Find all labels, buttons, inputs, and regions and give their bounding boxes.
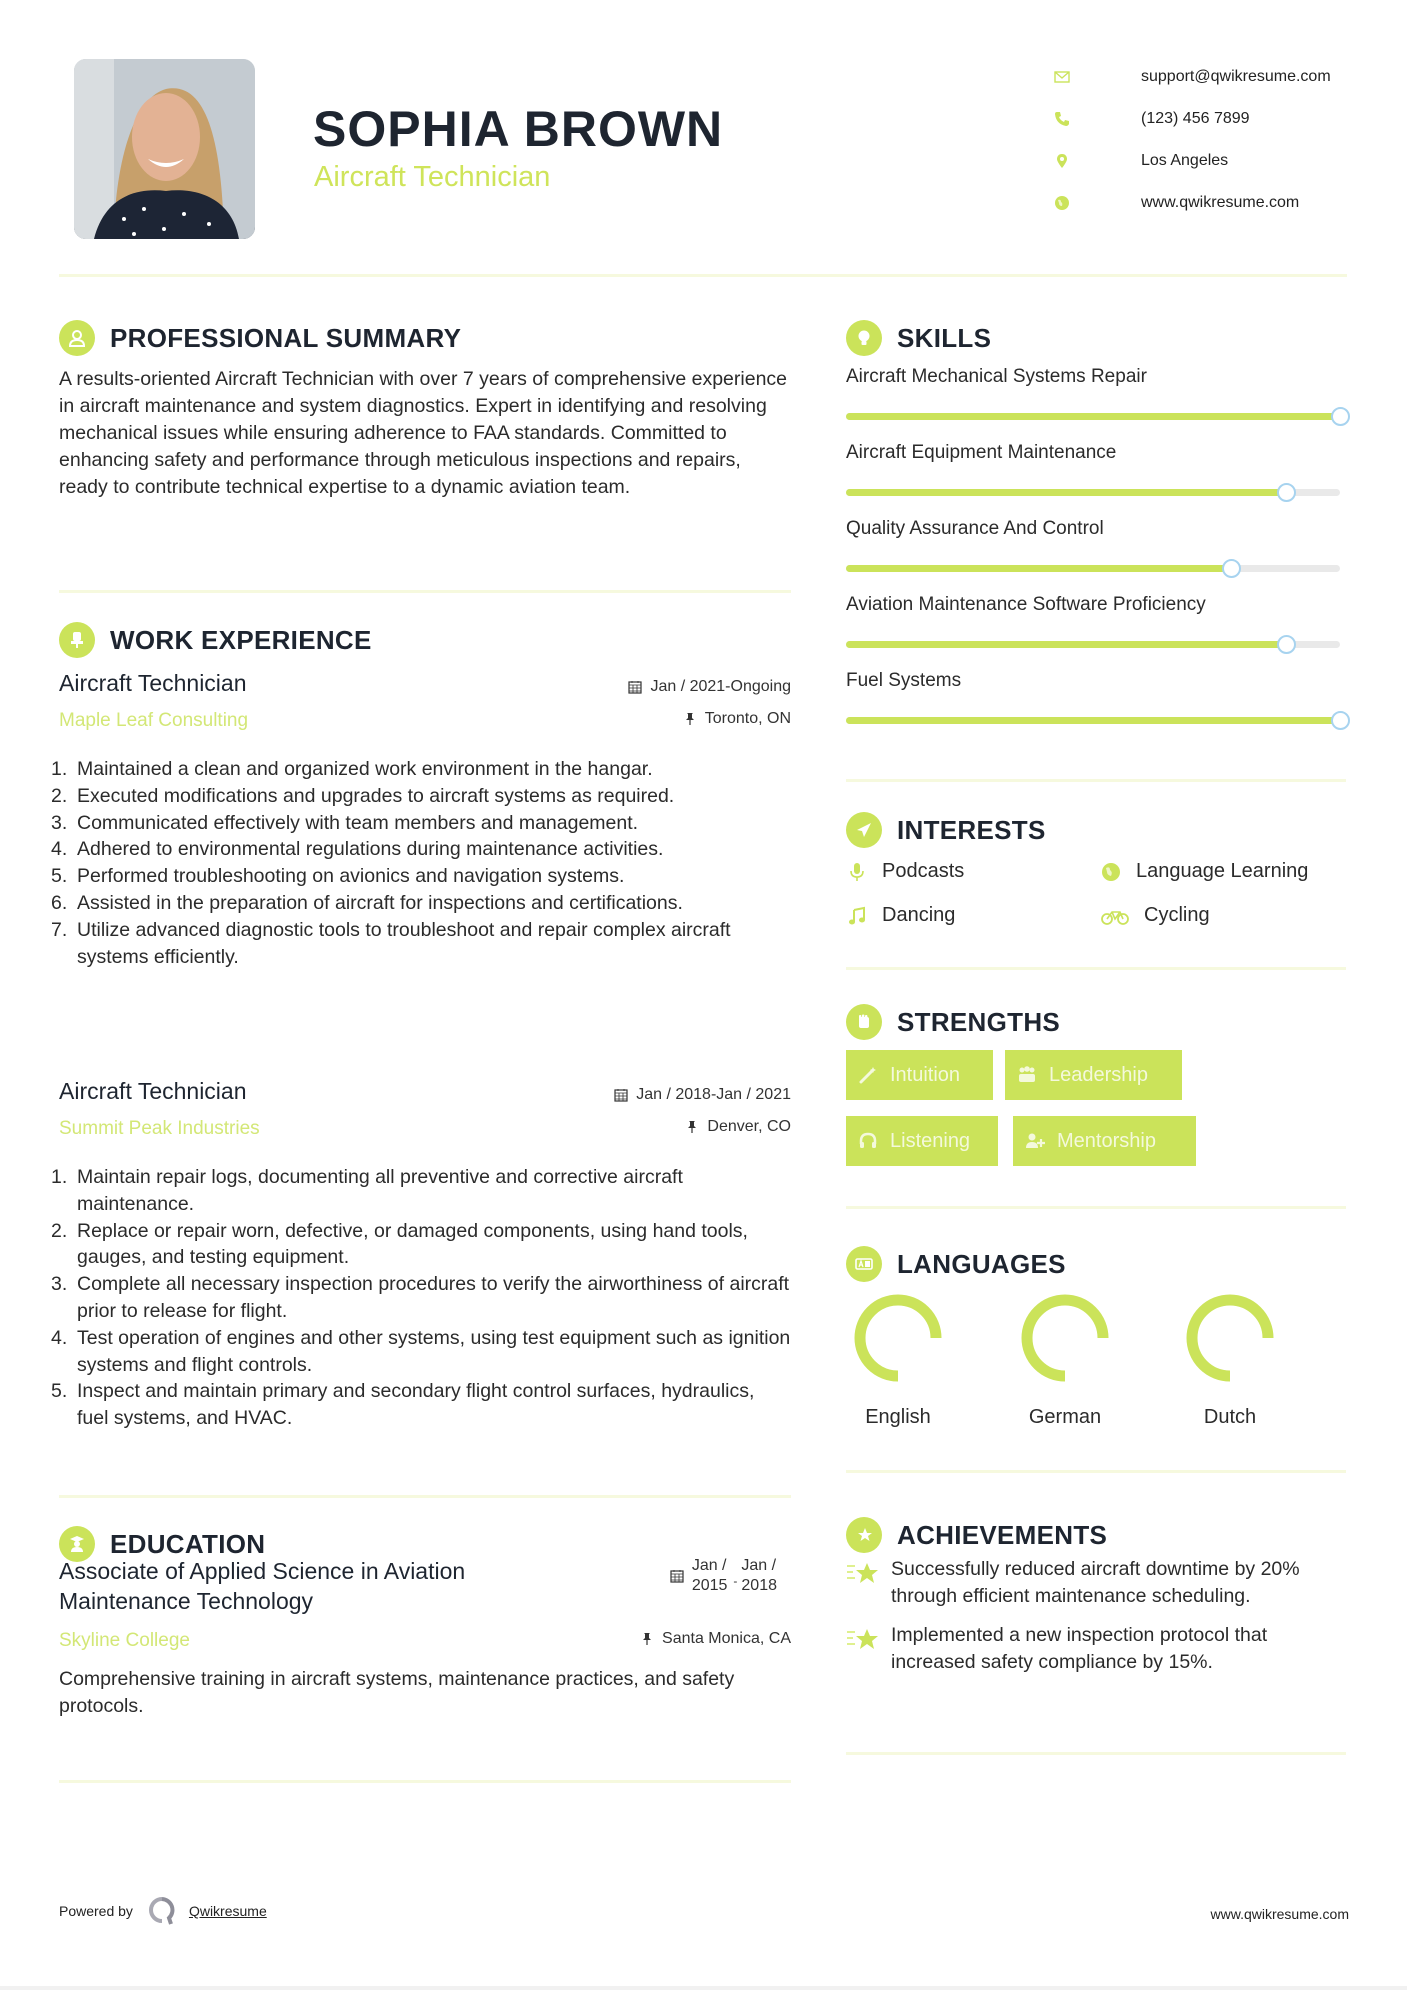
job-bullet: 4. Test operation of engines and other systems, using test equipment such as ignition systems and flight controls.: [51, 1326, 791, 1376]
interest-item: [1100, 860, 1308, 883]
job-date: [628, 678, 791, 696]
strength-label: Listening: [890, 1129, 971, 1152]
shooting-star-icon: [846, 1626, 880, 1654]
profile-photo: [74, 59, 255, 239]
page-bottom-edge: [0, 1986, 1407, 1990]
skill-bar-fill: [846, 717, 1340, 724]
strengths-title: STRENGTHS: [897, 1006, 1061, 1037]
education-degree: Associate of Applied Science in Aviation Maintenance Technology: [59, 1558, 466, 1614]
education-end: Jan / 2018: [741, 1557, 777, 1594]
achievement-text: Implemented a new inspection protocol that increased safety compliance by 15%.: [891, 1624, 1268, 1673]
language-progress-ring: [852, 1292, 944, 1384]
footer-url[interactable]: www.qwikresume.com: [1210, 1906, 1349, 1922]
music-note-icon: [846, 905, 868, 927]
headphones-icon: [858, 1131, 878, 1151]
magic-wand-icon: [858, 1065, 878, 1085]
language-label: German: [1028, 1406, 1102, 1428]
languages-heading: [846, 1246, 1066, 1282]
profile-photo-illustration: [74, 59, 255, 239]
star-badge-icon: [846, 1517, 882, 1553]
skill-item: [846, 442, 1346, 518]
job-title: Aircraft Technician: [59, 1078, 247, 1104]
envelope-icon: [1052, 69, 1086, 85]
skill-label: Quality Assurance And Control: [846, 518, 1104, 539]
chair-icon: [59, 622, 95, 658]
achievements-divider: [846, 1752, 1346, 1755]
education-title: EDUCATION: [110, 1528, 266, 1559]
achievement-item: [846, 1556, 1346, 1610]
skills-title: SKILLS: [897, 322, 992, 353]
location-pin-icon: [1052, 153, 1086, 169]
skill-label: Aviation Maintenance Software Proficiency: [846, 594, 1206, 615]
languages-title: LANGUAGES: [897, 1248, 1066, 1279]
job-bullet: 1. Maintained a clean and organized work environment in the hangar.: [51, 758, 653, 780]
education-date-separator: -: [733, 1574, 738, 1588]
job-location: [683, 710, 791, 728]
contact-website: [1050, 182, 1380, 224]
calendar-icon: [670, 1569, 684, 1583]
strength-badge: [1005, 1050, 1182, 1100]
job-bullet: 5. Performed troubleshooting on avionics and navigation systems.: [51, 865, 625, 888]
skills-divider: [846, 779, 1346, 782]
skill-item: [846, 594, 1346, 670]
fist-icon: [846, 1004, 882, 1040]
candidate-title: Aircraft Technician: [314, 161, 551, 193]
achievement-text: Successfully reduced aircraft downtime by 20% through efficient maintenance scheduling.: [891, 1558, 1300, 1607]
language-item: [843, 1292, 953, 1429]
skill-bar-knob: [1277, 635, 1296, 654]
summary-divider: [59, 590, 791, 593]
skill-bar-knob: [1331, 407, 1350, 426]
pushpin-icon: [683, 712, 697, 726]
job-entry: [51, 670, 791, 1050]
skill-bar: [846, 717, 1340, 724]
education-date: [670, 1556, 777, 1596]
skill-bar-fill: [846, 641, 1286, 648]
skill-bar: [846, 565, 1340, 572]
achievements-list: [846, 1556, 1346, 1688]
strengths-heading: [846, 1004, 1060, 1040]
education-location-text: Santa Monica, CA: [662, 1630, 791, 1647]
job-date-text: Jan / 2021-Ongoing: [650, 678, 791, 695]
job-date-text: Jan / 2018-Jan / 2021: [636, 1086, 791, 1103]
job-bullet: 4. Adhered to environmental regulations during maintenance activities.: [51, 838, 664, 861]
experience-heading: [59, 622, 372, 658]
skill-item: [846, 518, 1346, 594]
strength-label: Mentorship: [1057, 1129, 1156, 1152]
job-bullet: 5. Inspect and maintain primary and secondary flight control surfaces, hydraulics, fuel systems, and HVAC.: [51, 1380, 755, 1430]
job-date: [614, 1086, 791, 1104]
summary-title: PROFESSIONAL SUMMARY: [110, 322, 462, 353]
education-start: Jan / 2015: [691, 1557, 728, 1594]
qwikresume-logo-icon: [147, 1896, 177, 1926]
education-school: Skyline College: [59, 1630, 190, 1651]
user-icon: [59, 320, 95, 356]
lightbulb-icon: [846, 320, 882, 356]
skill-bar-knob: [1222, 559, 1241, 578]
interests-heading: [846, 812, 1046, 848]
powered-by-text: Powered by: [59, 1903, 133, 1919]
achievement-item: [846, 1622, 1346, 1676]
interest-label: Language Learning: [1136, 860, 1309, 882]
skill-bar-fill: [846, 413, 1340, 420]
summary-heading: [59, 320, 461, 356]
achievements-title: ACHIEVEMENTS: [897, 1519, 1108, 1550]
job-bullets: [51, 756, 791, 970]
shooting-star-icon: [846, 1560, 880, 1588]
language-progress-ring: [1184, 1292, 1276, 1384]
globe-icon: [1100, 861, 1122, 883]
skill-label: Aircraft Mechanical Systems Repair: [846, 366, 1147, 387]
skill-item: [846, 366, 1346, 442]
microphone-icon: [846, 861, 868, 883]
experience-divider: [59, 1495, 791, 1498]
job-bullets: [51, 1164, 791, 1432]
contact-email-text[interactable]: support@qwikresume.com: [1141, 68, 1331, 85]
bicycle-icon: [1100, 905, 1130, 927]
qwikresume-link[interactable]: Qwikresume: [188, 1903, 267, 1919]
interest-label: Cycling: [1144, 904, 1210, 926]
experience-title: WORK EXPERIENCE: [110, 624, 372, 655]
job-bullet: 1. Maintain repair logs, documenting all preventive and corrective aircraft maintenance.: [51, 1166, 683, 1215]
interest-item: [1100, 904, 1210, 927]
pushpin-icon: [640, 1632, 654, 1646]
job-location-text: Toronto, ON: [704, 710, 791, 727]
contact-location-text: Los Angeles: [1141, 152, 1229, 169]
education-entry: [59, 1556, 791, 1717]
strength-badge: [846, 1116, 998, 1166]
job-company: Maple Leaf Consulting: [59, 710, 249, 731]
language-icon: [846, 1246, 882, 1282]
interests-title: INTERESTS: [897, 814, 1046, 845]
header-divider: [59, 274, 1347, 277]
job-bullet: 3. Complete all necessary inspection procedures to verify the airworthiness of aircraft prior to release for flight.: [51, 1273, 790, 1322]
skill-bar: [846, 489, 1340, 496]
contact-email: [1050, 56, 1380, 98]
language-progress-ring: [1019, 1292, 1111, 1384]
footer-powered-by: [59, 1896, 267, 1926]
skill-label: Fuel Systems: [846, 670, 962, 691]
job-bullet: 7. Utilize advanced diagnostic tools to troubleshoot and repair complex aircraft systems efficiently.: [51, 918, 731, 968]
globe-icon: [1052, 195, 1086, 211]
skill-item: [846, 670, 1346, 746]
skills-heading: [846, 320, 991, 356]
job-company: Summit Peak Industries: [59, 1118, 260, 1139]
candidate-name: SOPHIA BROWN: [313, 101, 724, 157]
language-item: [1010, 1292, 1120, 1429]
job-location: [685, 1118, 791, 1136]
user-plus-icon: [1025, 1131, 1045, 1151]
strengths-divider: [846, 1206, 1346, 1209]
skill-bar-knob: [1331, 711, 1350, 730]
interests-divider: [846, 967, 1346, 970]
education-divider: [59, 1780, 791, 1783]
job-bullet: 6. Assisted in the preparation of aircraft for inspections and certifications.: [51, 891, 683, 914]
contact-website-text[interactable]: www.qwikresume.com: [1141, 194, 1300, 211]
job-entry: [51, 1078, 791, 1438]
strength-badge: [846, 1050, 993, 1100]
contact-phone: [1050, 98, 1380, 140]
skill-bar: [846, 641, 1340, 648]
strength-label: Intuition: [890, 1063, 961, 1086]
calendar-icon: [628, 680, 642, 694]
interest-item: [846, 904, 955, 927]
phone-icon: [1052, 111, 1086, 127]
skill-label: Aircraft Equipment Maintenance: [846, 442, 1117, 463]
interest-item: [846, 860, 964, 883]
interest-label: Podcasts: [882, 860, 965, 882]
language-item: [1175, 1292, 1285, 1429]
job-bullet: 2. Executed modifications and upgrades to aircraft systems as required.: [51, 784, 675, 807]
strength-label: Leadership: [1049, 1063, 1148, 1086]
language-progress-arc: [1027, 1300, 1103, 1376]
job-title: Aircraft Technician: [59, 670, 247, 696]
interest-label: Dancing: [882, 904, 956, 926]
languages-divider: [846, 1470, 1346, 1473]
job-location-text: Denver, CO: [707, 1118, 791, 1135]
job-bullet: 3. Communicated effectively with team members and management.: [51, 811, 639, 834]
contact-phone-text: (123) 456 7899: [1141, 110, 1250, 127]
pushpin-icon: [685, 1120, 699, 1134]
language-label: English: [865, 1406, 931, 1428]
education-description: Comprehensive training in aircraft systems, maintenance practices, and safety protocols.: [59, 1668, 735, 1717]
skill-bar-fill: [846, 489, 1286, 496]
skill-bar-knob: [1277, 483, 1296, 502]
calendar-icon: [614, 1088, 628, 1102]
skill-bar: [846, 413, 1340, 420]
skill-bar-fill: [846, 565, 1231, 572]
language-progress-arc: [1192, 1300, 1268, 1376]
job-bullet: 2. Replace or repair worn, defective, or damaged components, using hand tools, gauges, and testing equipment.: [51, 1219, 748, 1269]
group-icon: [1017, 1065, 1037, 1085]
language-progress-arc: [860, 1300, 936, 1376]
skills-list: [846, 366, 1346, 746]
paper-plane-icon: [846, 812, 882, 848]
strength-badge: [1013, 1116, 1196, 1166]
education-location: [640, 1630, 791, 1648]
achievements-heading: [846, 1517, 1107, 1553]
contact-list: [1050, 56, 1380, 224]
contact-location: [1050, 140, 1380, 182]
summary-text: A results-oriented Aircraft Technician with over 7 years of comprehensive experience in aircraft maintenance and system diagnostics. Expert in identifying and resolving mechanical issues while ensuring adherence to FAA standards. Committed to enhancing safety and performance through meticulous inspections and repairs, ready to contribute technical expertise to a dynamic aviation team.: [59, 368, 788, 498]
language-label: Dutch: [1203, 1406, 1257, 1428]
